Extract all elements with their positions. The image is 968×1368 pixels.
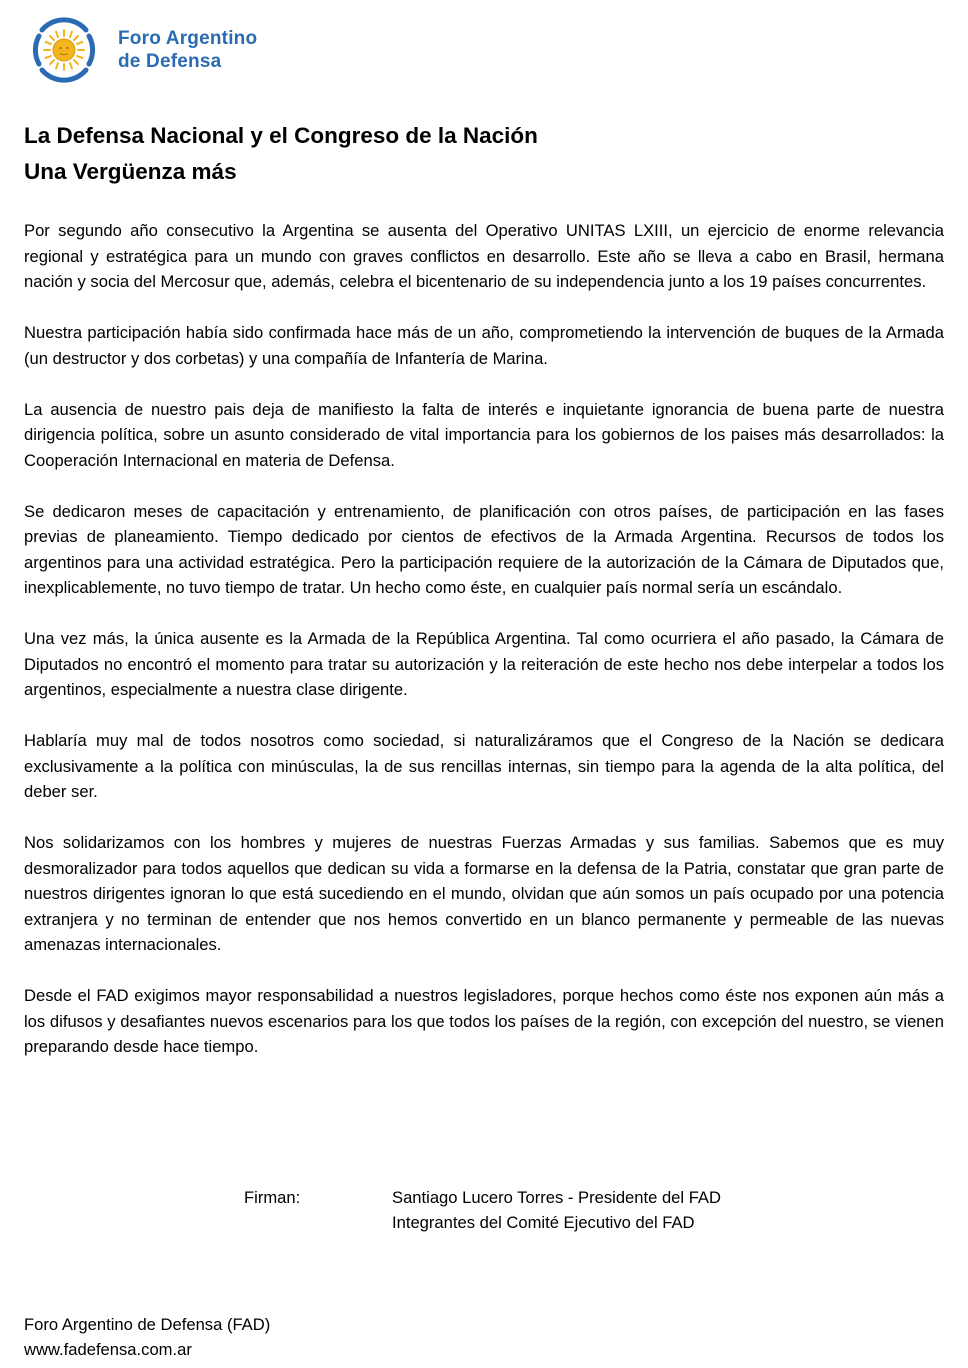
paragraph-1: Por segundo año consecutivo la Argentina se ausenta del Operativo UNITAS LXIII, un ejercicio de enorme relevancia regional y estratégica para un mundo con graves conflictos en desarrollo. Este año se lleva a cabo en Brasil, hermana nación y socia del Mercosur que, además, celebra el bicentenario de su independencia junto a los 19 países concurrentes. bbox=[24, 221, 944, 291]
sun-of-may-emblem-icon bbox=[30, 16, 98, 84]
logo-wordmark bbox=[118, 27, 257, 73]
paragraph-8: Desde el FAD exigimos mayor responsabilidad a nuestros legisladores, porque hechos como éste nos exponen aún más a los difusos y desafiantes nuevos escenarios para los que todos los países de la región, con excepción del nuestro, se vienen preparando desde hace tiempo. bbox=[24, 986, 944, 1056]
footer-website: www.fadefensa.com.ar bbox=[24, 1340, 192, 1359]
signatories bbox=[392, 1185, 912, 1235]
signatory-president: Santiago Lucero Torres - Presidente del FAD bbox=[392, 1188, 721, 1207]
paragraph-6: Hablaría muy mal de todos nosotros como sociedad, si naturalizáramos que el Congreso de la Nación se dedicara exclusivamente a la política con minúsculas, la de sus rencillas internas, sin tiempo para la agenda de la alta política, del deber ser. bbox=[24, 731, 944, 801]
footer-org: Foro Argentino de Defensa (FAD) bbox=[24, 1315, 271, 1334]
paragraph-7: Nos solidarizamos con los hombres y mujeres de nuestras Fuerzas Armadas y sus familias. Sabemos que es muy desmoralizador para todos aquellos que dedican su vida a formarse en la defensa de la Patria, constatar que gran parte de nuestros dirigentes ignoran lo que está sucediendo en el mundo, olvidan que aún somos un país ocupado por una potencia extranjera y no terminan de entender que nos hemos convertido en un blanco permanente y permeable de las nuevas amenazas internacionales. bbox=[24, 833, 944, 954]
header bbox=[30, 16, 257, 84]
document-title bbox=[24, 118, 944, 190]
title-line-2: Una Vergüenza más bbox=[24, 159, 237, 184]
paragraph-3: La ausencia de nuestro pais deja de manifiesto la falta de interés e inquietante ignorancia de buena parte de nuestra dirigencia política, sobre un asunto considerado de vital importancia para los gobiernos de los paises más desarrollados: la Cooperación Internacional en materia de Defensa. bbox=[24, 399, 944, 470]
paragraph-4: Se dedicaron meses de capacitación y entrenamiento, de planificación con otros países, de participación en las fases previas de planeamiento. Tiempo dedicado por cientos de efectivos de la Armada Argentina. Recursos de todos los argentinos para una actividad estratégica. Pero la participación requiere de la autorización de la Cámara de Diputados que, inexplicablemente, no tuvo tiempo de tratar. Un hecho como éste, en cualquier país normal sería un escándalo. bbox=[24, 501, 944, 597]
signature-label: Firman: bbox=[244, 1188, 301, 1207]
title-line-1: La Defensa Nacional y el Congreso de la Nación bbox=[24, 123, 538, 148]
paragraph-5: Una vez más, la única ausente es la Armada de la República Argentina. Tal como ocurriera el año pasado, la Cámara de Diputados no encontró el momento para tratar su autorización y la reiteración de este hecho nos debe interpelar a todos los argentinos, especialmente a nuestra clase dirigente. bbox=[24, 629, 944, 699]
logo-line-2: de Defensa bbox=[118, 51, 222, 72]
signatory-committee: Integrantes del Comité Ejecutivo del FAD bbox=[392, 1213, 695, 1232]
paragraph-2: Nuestra participación había sido confirmada hace más de un año, comprometiendo la intervención de buques de la Armada (un destructor y dos corbetas) y una compañía de Infantería de Marina. bbox=[24, 323, 944, 368]
document-body bbox=[24, 218, 944, 1085]
logo-line-1: Foro Argentino bbox=[118, 28, 258, 49]
footer bbox=[24, 1312, 270, 1362]
